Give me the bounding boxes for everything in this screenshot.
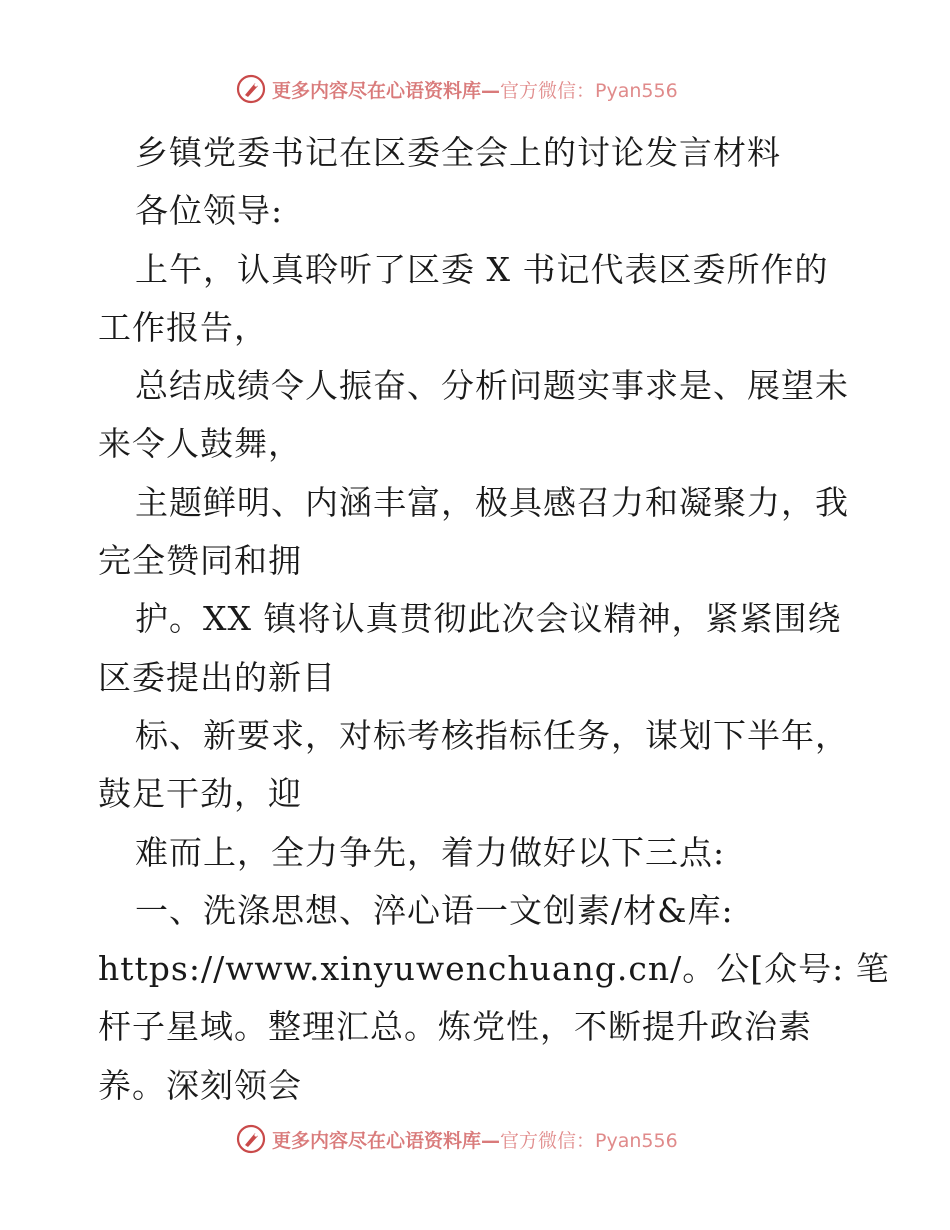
paragraph-line: 来令人鼓舞，	[98, 424, 302, 464]
document-title: 乡镇党委书记在区委全会上的讨论发言材料	[135, 133, 781, 172]
paragraph-line: 区委提出的新目	[98, 657, 336, 697]
paragraph-line: 养。深刻领会	[98, 1065, 302, 1105]
salutation: 各位领导:	[135, 191, 284, 231]
watermark-banner-bottom	[236, 1122, 716, 1156]
watermark-brand: 更多内容尽在心语资料库	[272, 1129, 482, 1152]
pen-nib-logo-icon	[236, 74, 266, 104]
watermark-wechat: 官方微信：Pyan556	[500, 1129, 678, 1152]
paragraph-line: 护。XX 镇将认真贯彻此次会议精神，紧紧围绕	[135, 599, 842, 639]
document-body	[98, 124, 890, 1115]
paragraph-line: 工作报告，	[98, 307, 268, 347]
watermark-separator: —	[481, 1129, 501, 1152]
paragraph-line: 标、新要求，对标考核指标任务，谋划下半年，	[135, 715, 849, 755]
paragraph-line: 杆子星域。整理汇总。炼党性，不断提升政治素	[98, 1007, 812, 1047]
pen-nib-logo-icon	[236, 1124, 266, 1154]
watermark-wechat: 官方微信：Pyan556	[500, 79, 678, 102]
paragraph-line: 鼓足干劲，迎	[98, 774, 302, 814]
watermark-text	[272, 76, 678, 103]
paragraph-line: 完全赞同和拥	[98, 541, 302, 581]
watermark-banner-top	[236, 72, 716, 106]
paragraph-line: 总结成绩令人振奋、分析问题实事求是、展望未	[135, 366, 849, 406]
paragraph-line: 主题鲜明、内涵丰富，极具感召力和凝聚力，我	[135, 482, 849, 522]
paragraph-line: https://www.xinyuwenchuang.cn/。公[众号: 笔	[98, 949, 890, 989]
section-heading: 一、洗涤思想、淬心语一文创素/材&库:	[135, 890, 734, 930]
paragraph-line: 难而上，全力争先，着力做好以下三点:	[135, 832, 726, 872]
paragraph-line: 上午，认真聆听了区委 X 书记代表区委所作的	[135, 249, 829, 289]
watermark-text	[272, 1126, 678, 1153]
watermark-separator: —	[481, 79, 501, 102]
watermark-brand: 更多内容尽在心语资料库	[272, 79, 482, 102]
